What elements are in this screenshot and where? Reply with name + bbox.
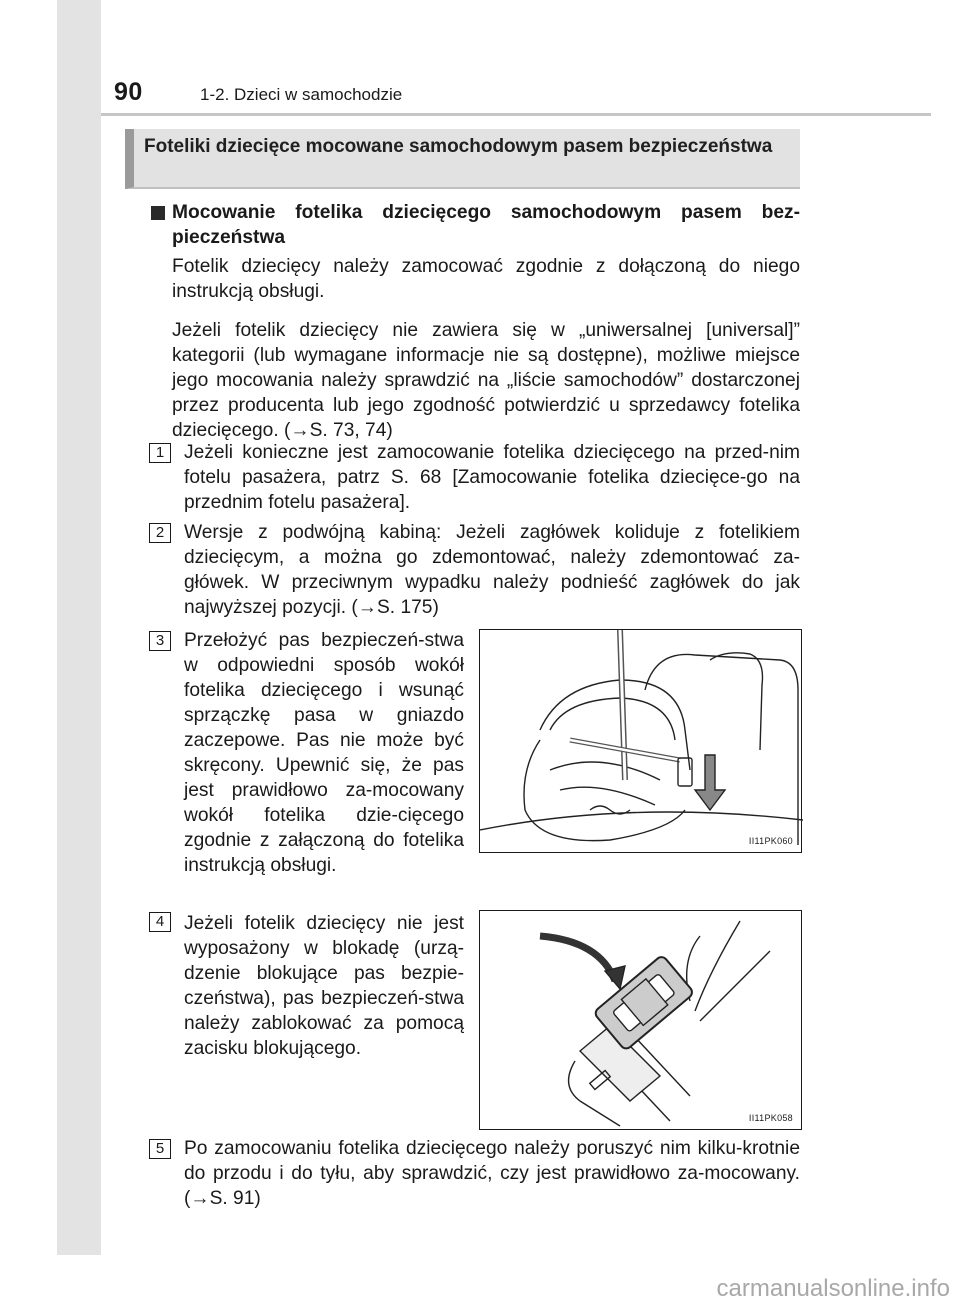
step-text-2: Wersje z podwójną kabiną: Jeżeli zagłówek koliduje z fotelikiem dziecięcym, a można go zdemontować, należy zdemontować za-główek. W przeciwnym wypadku należy podnieść zagłówek do jak najwyższej pozycji. (→S. 175) [184, 522, 800, 618]
step-text-3: Przełożyć pas bezpieczeń-stwa w odpowiedni sposób wokół fotelika dziecięcego i wsunąć sprzączkę pasa w gniazdo zaczepowe. Pas nie może być skręcony. Upewnić się, że pas jest prawidłowo za-mocowany wokół fotelika dzie-cięcego zgodnie z załączoną do fotelika instrukcją obsługi. [184, 630, 464, 876]
square-bullet-icon [151, 206, 165, 220]
header-rule [101, 113, 931, 116]
step-text-5: Po zamocowaniu fotelika dziecięcego należy poruszyć nim kilku-krotnie do przodu i do tyłu, aby sprawdzić, czy jest prawidłowo za-mocowany. (→S. 91) [184, 1138, 800, 1209]
step-number-4: 4 [149, 912, 171, 932]
locking-clip-illustration-icon [480, 911, 803, 1131]
step-number-1: 1 [149, 443, 171, 463]
step-number-2: 2 [149, 523, 171, 543]
section-title: Foteliki dziecięce mocowane samochodowym pasem bezpieczeństwa [144, 136, 773, 157]
figure-code-1: II11PK060 [748, 836, 793, 846]
subsection-heading: Mocowanie fotelika dziecięcego samochodowym pasem bez-pieczeństwa [172, 202, 800, 248]
watermark[interactable]: carmanualsonline.info [716, 1275, 950, 1302]
locking-clip-figure [479, 910, 802, 1130]
paragraph-1: Fotelik dziecięcy należy zamocować zgodnie z dołączoną do niego instrukcją obsługi. [172, 256, 800, 302]
step-number-3: 3 [149, 631, 171, 651]
figure-code-2: II11PK058 [748, 1113, 793, 1123]
paragraph-2: Jeżeli fotelik dziecięcy nie zawiera się w „uniwersalnej [universal]” kategorii (lub wymagane informacje nie są dostępne), możliwe miejsce jego mocowania należy sprawdzić na „liście samochodów” dostarczonej przez producenta lub jego zgodność potwierdzić u sprzedawcy fotelika dziecięcego. (→S. 73, 74) [172, 320, 800, 441]
running-head: 1-2. Dzieci w samochodzie [200, 85, 403, 104]
child-seat-belt-illustration-icon [480, 630, 803, 854]
step-number-5: 5 [149, 1139, 171, 1159]
step-text-4: Jeżeli fotelik dziecięcy nie jest wyposażony w blokadę (urzą-dzenie blokujące pas bezpie-czeństwa), pas bezpieczeń-stwa należy zablokować za pomocą zacisku blokującego. [184, 913, 464, 1059]
step-text-1: Jeżeli konieczne jest zamocowanie fotelika dziecięcego na przed-nim fotelu pasażera, patrz S. 68 [Zamocowanie fotelika dziecięce-go na przednim fotelu pasażera]. [184, 442, 800, 513]
page-number: 90 [114, 78, 143, 106]
page-edge-band [57, 0, 101, 1255]
child-seat-figure [479, 629, 802, 853]
section-title-box [125, 129, 800, 189]
